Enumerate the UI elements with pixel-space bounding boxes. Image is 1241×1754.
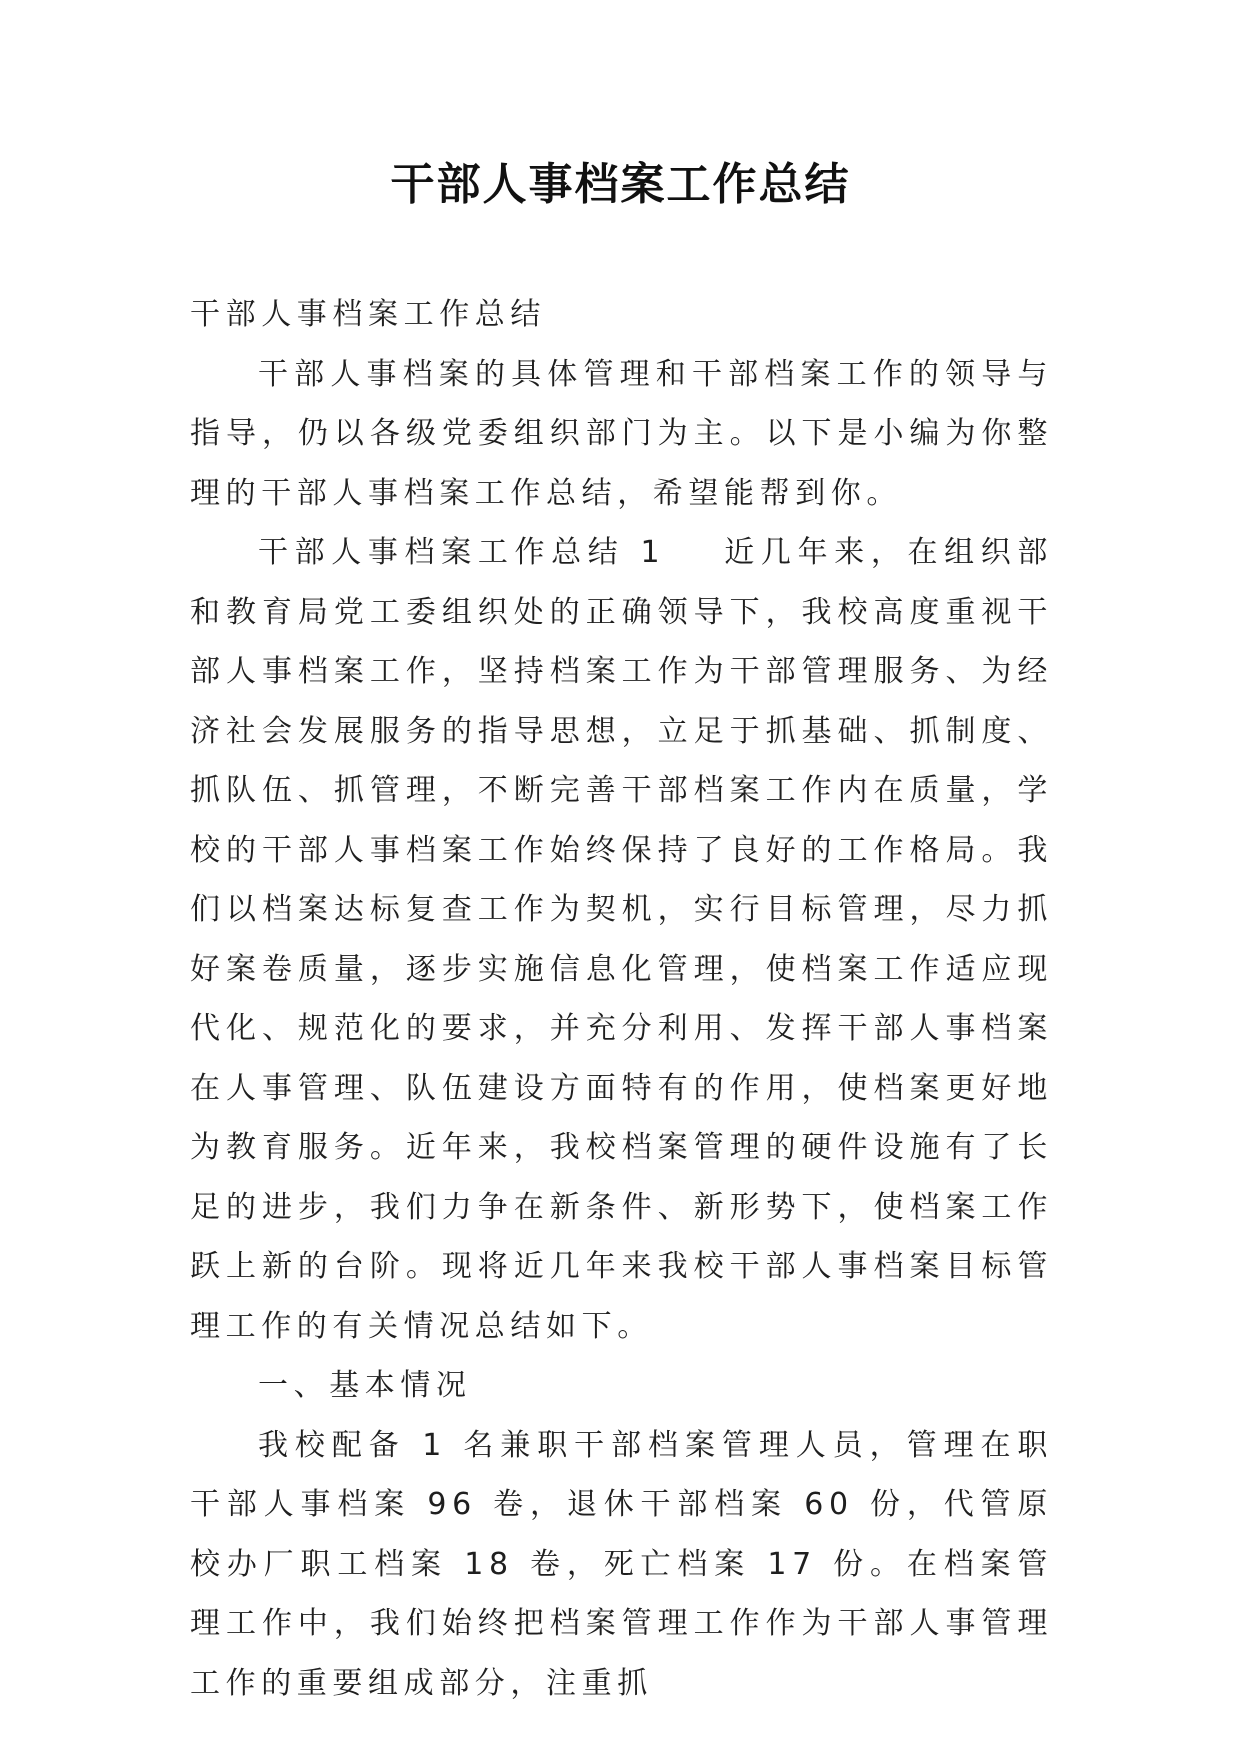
intro-paragraph: 干部人事档案的具体管理和干部档案工作的领导与指导，仍以各级党委组织部门为主。以下是小编为你整理的干部人事档案工作总结，希望能帮到你。 [190, 356, 1053, 511]
heading-basic-situation: 一、基本情况 [258, 1368, 472, 1403]
document-title: 干部人事档案工作总结 [390, 159, 851, 210]
section-1-text: 近几年来，在组织部和教育局党工委组织处的正确领导下，我校高度重视干部人事档案工作，坚持档案工作为干部管理服务、为经济社会发展服务的指导思想，立足于抓基础、抓制度、抓队伍、抓管理，不断完善干部档案工作内在质量，学校的干部人事档案工作始终保持了良好的工作格局。我们以档案达标复查工作为契机，实行目标管理，尽力抓好案卷质量，逐步实施信息化管理，使档案工作适应现代化、规范化的要求，并充分利用、发挥干部人事档案在人事管理、队伍建设方面特有的作用，使档案更好地为教育服务。近年来，我校档案管理的硬件设施有了长足的进步，我们力争在新条件、新形势下，使档案工作跃上新的台阶。现将近几年来我校干部人事档案目标管理工作的有关情况总结如下。 [190, 535, 1053, 1344]
basic-situation-paragraph: 我校配备 1 名兼职干部档案管理人员，管理在职干部人事档案 96 卷，退休干部档案 60 份，代管原校办厂职工档案 18 卷，死亡档案 17 份。在档案管理工作中，我们始终把档案管理工作作为干部人事管理工作的重要组成部分，注重抓 [190, 1427, 1053, 1701]
section-1-paragraph [190, 523, 1053, 1356]
document-body [190, 285, 1053, 1713]
section-1-label: 干部人事档案工作总结 1 [258, 535, 666, 570]
document-subtitle: 干部人事档案工作总结 [190, 297, 546, 332]
